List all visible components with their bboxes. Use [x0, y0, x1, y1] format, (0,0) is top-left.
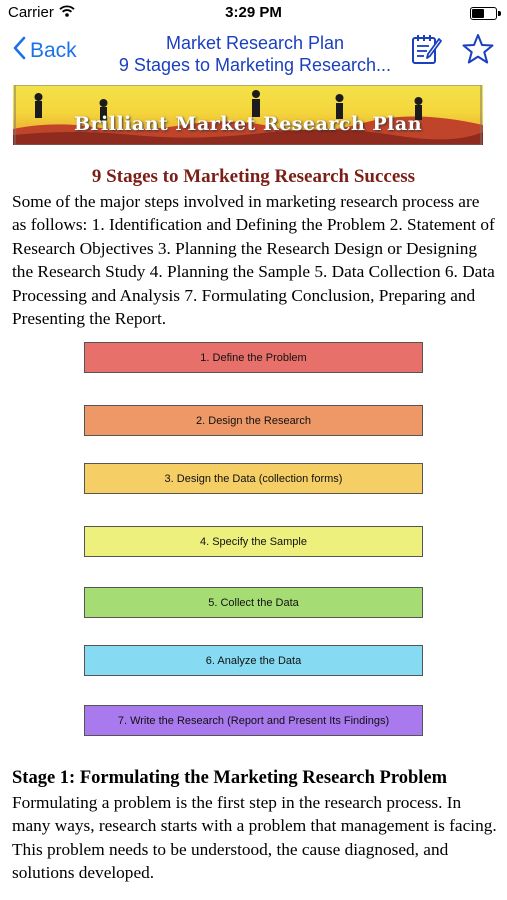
- stage-label: 5. Collect the Data: [208, 596, 299, 609]
- chevron-left-icon: [12, 36, 26, 65]
- nav-title-primary: Market Research Plan: [165, 33, 345, 53]
- star-icon[interactable]: [461, 32, 495, 71]
- stage-label: 1. Define the Problem: [200, 351, 307, 364]
- stage-box-4: [84, 526, 423, 557]
- stage-box-3: [84, 463, 423, 494]
- article-heading: 9 Stages to Marketing Research Success: [91, 166, 416, 187]
- stage-box-2: [84, 405, 423, 436]
- carrier-label: Carrier: [8, 4, 54, 21]
- stage-label: 7. Write the Research (Report and Present Its Findings): [117, 714, 390, 727]
- stage-box-6: [84, 645, 423, 676]
- stage-label: 2. Design the Research: [196, 414, 311, 427]
- nav-title-secondary: 9 Stages to Marketing Research...: [118, 55, 392, 75]
- nav-title: [100, 32, 410, 76]
- header-banner: [13, 85, 483, 145]
- banner-title: Brilliant Market Research Plan: [73, 113, 423, 135]
- section-body: Formulating a problem is the first step in the research process. In many ways, research starts with a problem that management is facing. This problem needs to be understood, the cause diagnosed, and solutions developed.: [12, 793, 497, 883]
- section-title: Stage 1: Formulating the Marketing Research Problem: [12, 768, 448, 788]
- article-intro: Some of the major steps involved in marketing research process are as follows: 1. Identification and Defining the Problem 2. Statement of Research Objectives 3. Planning the Research Design or Designing the Research Study 4. Planning the Sample 5. Data Collection 6. Data Processing and Analysis 7. Formulating Conclusion, Preparing and Presenting the Report.: [12, 192, 495, 329]
- stage-box-1: [84, 342, 423, 373]
- stage-box-7: [84, 705, 423, 736]
- back-button-label: Back: [30, 38, 77, 62]
- stage-box-5: [84, 587, 423, 618]
- stage-label: 6. Analyze the Data: [205, 654, 302, 667]
- notepad-pencil-icon[interactable]: [410, 32, 444, 71]
- stage-label: 3. Design the Data (collection forms): [164, 472, 343, 485]
- battery-icon: [470, 7, 497, 20]
- status-time: 3:29 PM: [225, 4, 282, 21]
- stage-label: 4. Specify the Sample: [199, 535, 307, 548]
- navigation-bar: [0, 28, 507, 80]
- back-button[interactable]: [12, 36, 77, 65]
- status-bar: [0, 0, 507, 28]
